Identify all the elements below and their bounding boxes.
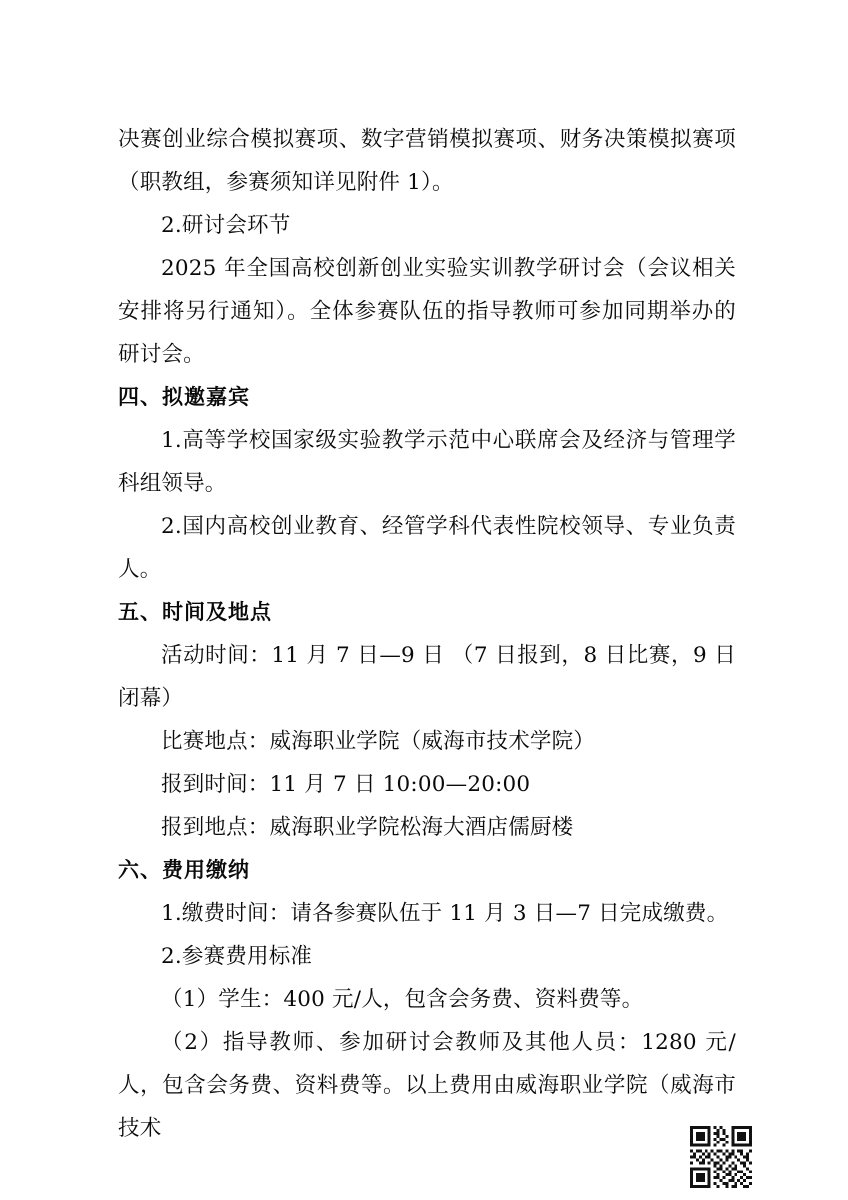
paragraph-fee-student: （1）学生：400 元/人，包含会务费、资料费等。: [161, 987, 644, 1012]
paragraph-event-venue: 比赛地点：威海职业学院（威海市技术学院）: [161, 729, 596, 754]
section-heading-guests: 四、拟邀嘉宾: [118, 385, 250, 409]
paragraph-seminar-heading: 2.研讨会环节: [161, 213, 291, 238]
paragraph-guests-2: 2.国内高校创业教育、经管学科代表性院校领导、专业负责人。: [118, 514, 736, 582]
paragraph-event-time: 活动时间：11 月 7 日—9 日 （7 日报到，8 日比赛，9 日闭幕）: [118, 643, 736, 711]
document-body: [118, 118, 736, 1150]
paragraph-seminar-detail: 2025 年全国高校创新创业实验实训教学研讨会（会议相关安排将另行通知）。全体参赛队伍的指导教师可参加同期举办的研讨会。: [118, 256, 736, 367]
paragraph-payment-time: 1.缴费时间：请各参赛队伍于 11 月 3 日—7 日完成缴费。: [161, 901, 729, 926]
section-heading-time-place: 五、时间及地点: [118, 600, 272, 624]
qr-code: [690, 1126, 752, 1188]
paragraph-checkin-place: 报到地点：威海职业学院松海大酒店儒厨楼: [161, 815, 574, 840]
paragraph-fee-standard: 2.参赛费用标准: [161, 944, 313, 969]
paragraph-competition-events: 决赛创业综合模拟赛项、数字营销模拟赛项、财务决策模拟赛项（职教组，参赛须知详见附件 1）。: [118, 127, 736, 195]
paragraph-fee-teacher: （2）指导教师、参加研讨会教师及其他人员：1280 元/人，包含会务费、资料费等。以上费用由威海职业学院（威海市技术: [118, 1030, 736, 1141]
paragraph-guests-1: 1.高等学校国家级实验教学示范中心联席会及经济与管理学科组领导。: [118, 428, 736, 496]
section-heading-fees: 六、费用缴纳: [118, 858, 250, 882]
paragraph-checkin-time: 报到时间：11 月 7 日 10:00—20:00: [161, 772, 531, 797]
